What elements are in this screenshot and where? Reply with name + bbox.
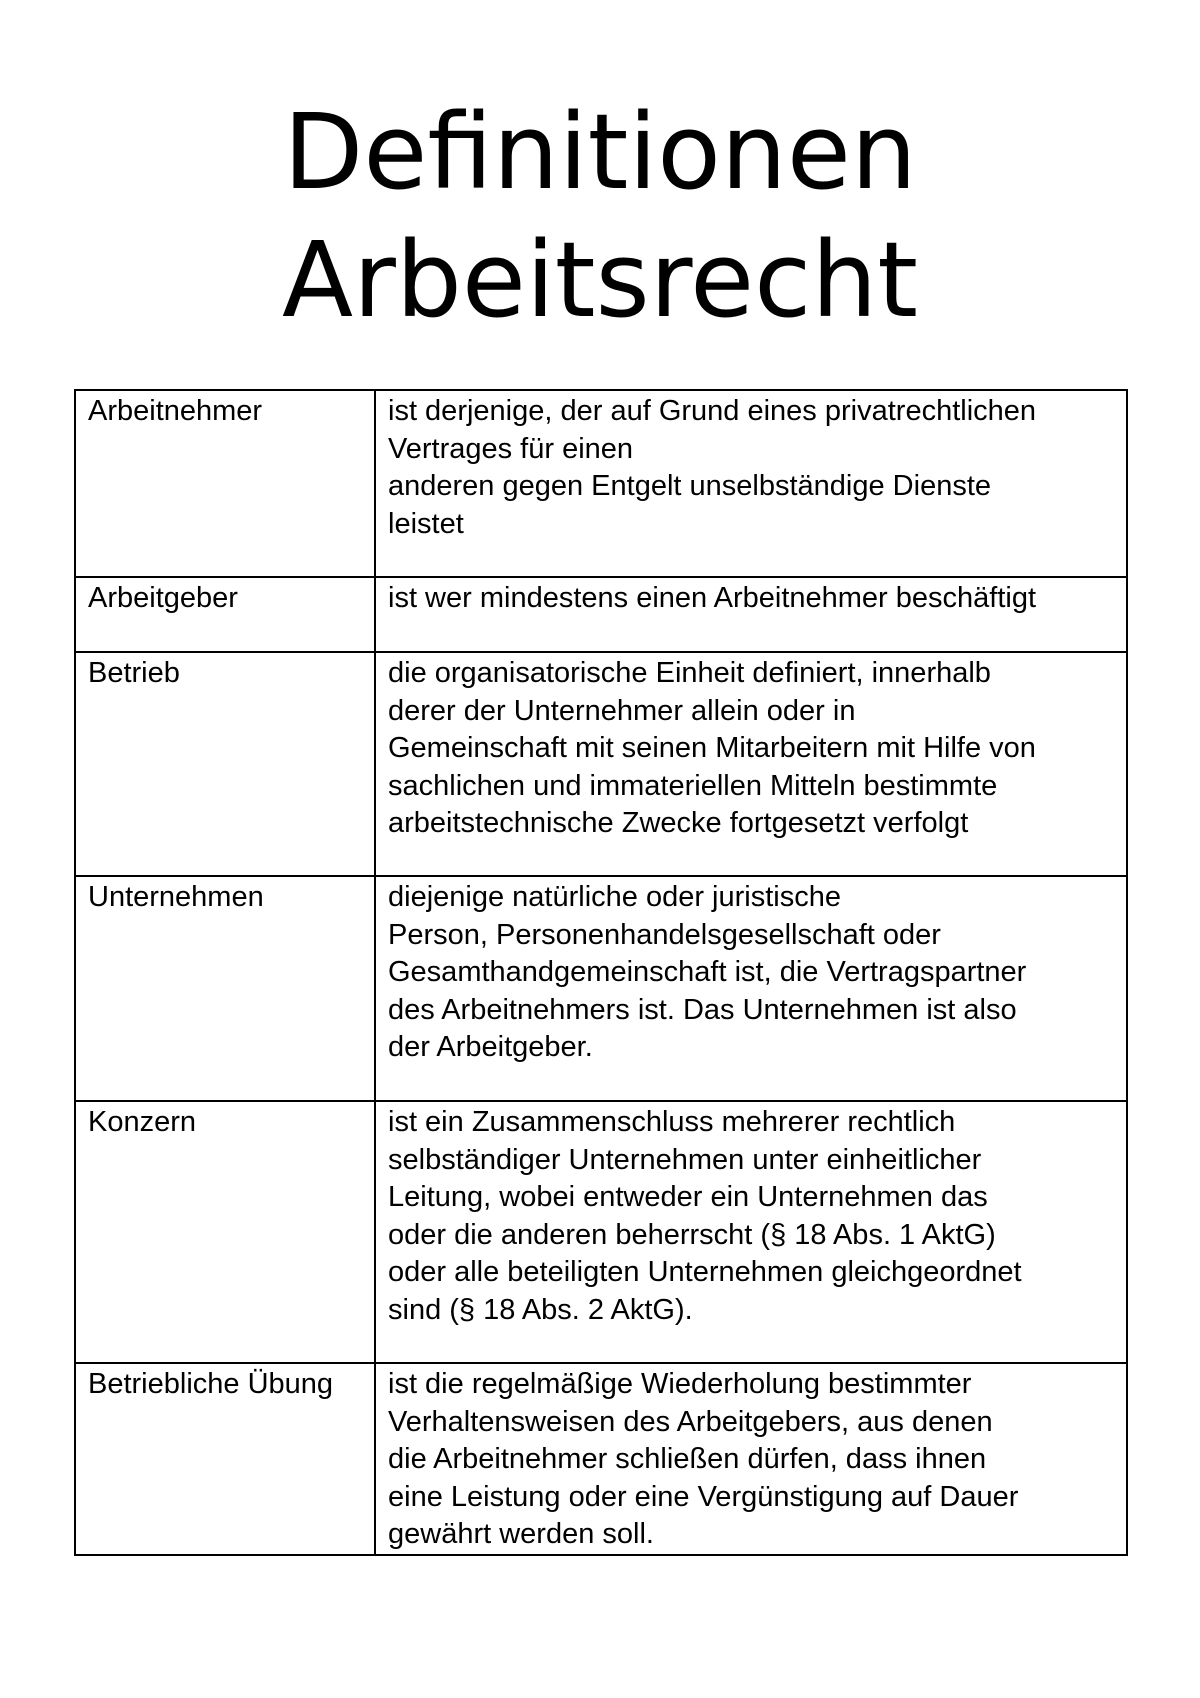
definition-line: Person, Personenhandelsgesellschaft oder [388, 918, 941, 951]
definition-line: leistet [388, 507, 464, 540]
definition-line: ist ein Zusammenschluss mehrerer rechtlich [388, 1106, 956, 1138]
definition-line: Gesamthandgemeinschaft ist, die Vertragspartner [388, 956, 1027, 988]
definition-line: gewährt werden soll. [388, 1518, 654, 1550]
table-row-unternehmen [75, 876, 1127, 1101]
page-title [0, 88, 1200, 344]
definition-line: selbständiger Unternehmen unter einheitlicher [388, 1143, 982, 1176]
definition-line: derer der Unternehmer allein oder in [388, 694, 856, 727]
definition-cell [375, 876, 1127, 1101]
title-line-2: Arbeitsrecht [281, 219, 919, 341]
definitions-table [74, 389, 1128, 1556]
definition-cell [375, 577, 1127, 652]
definition-line: arbeitstechnische Zwecke fortgesetzt verfolgt [388, 807, 969, 839]
definition-line: Vertrages für einen [388, 432, 634, 465]
definition-line: Gemeinschaft mit seinen Mitarbeitern mit Hilfe von [388, 732, 1036, 764]
definition-line: der Arbeitgeber. [388, 1031, 593, 1063]
definition-cell [375, 390, 1127, 577]
term-cell: Betriebliche Übung [75, 1363, 375, 1555]
definition-line: ist derjenige, der auf Grund eines privatrechtlichen [388, 395, 1037, 427]
definition-line: ist die regelmäßige Wiederholung bestimmter [388, 1368, 972, 1400]
definition-line: sachlichen und immateriellen Mitteln bestimmte [388, 769, 998, 802]
term-cell: Arbeitnehmer [75, 390, 375, 577]
definition-line: diejenige natürliche oder juristische [388, 881, 841, 913]
term-cell: Betrieb [75, 652, 375, 876]
definition-cell [375, 652, 1127, 876]
definition-line: sind (§ 18 Abs. 2 AktG). [388, 1293, 693, 1326]
definition-line: die Arbeitnehmer schließen dürfen, dass ihnen [388, 1443, 987, 1475]
term-cell: Arbeitgeber [75, 577, 375, 652]
definition-line: ist wer mindestens einen Arbeitnehmer beschäftigt [388, 582, 1037, 614]
definition-line: anderen gegen Entgelt unselbständige Dienste [388, 470, 992, 502]
definition-line: des Arbeitnehmers ist. Das Unternehmen ist also [388, 993, 1017, 1026]
table-row-betrieb [75, 652, 1127, 876]
definition-line: oder alle beteiligten Unternehmen gleichgeordnet [388, 1256, 1022, 1288]
term-cell: Unternehmen [75, 876, 375, 1101]
definition-line: Leitung, wobei entweder ein Unternehmen das [388, 1181, 988, 1213]
definition-cell [375, 1101, 1127, 1363]
table-row-arbeitgeber [75, 577, 1127, 652]
table-row-konzern [75, 1101, 1127, 1363]
definition-cell [375, 1363, 1127, 1555]
title-line-1: Definitionen [283, 91, 917, 213]
table-row-betriebliche-uebung [75, 1363, 1127, 1555]
definition-line: Verhaltensweisen des Arbeitgebers, aus denen [388, 1405, 993, 1438]
definition-line: die organisatorische Einheit definiert, innerhalb [388, 657, 991, 689]
term-cell: Konzern [75, 1101, 375, 1363]
table-row-arbeitnehmer [75, 390, 1127, 577]
definition-line: eine Leistung oder eine Vergünstigung auf Dauer [388, 1480, 1019, 1513]
definition-line: oder die anderen beherrscht (§ 18 Abs. 1 AktG) [388, 1218, 996, 1251]
